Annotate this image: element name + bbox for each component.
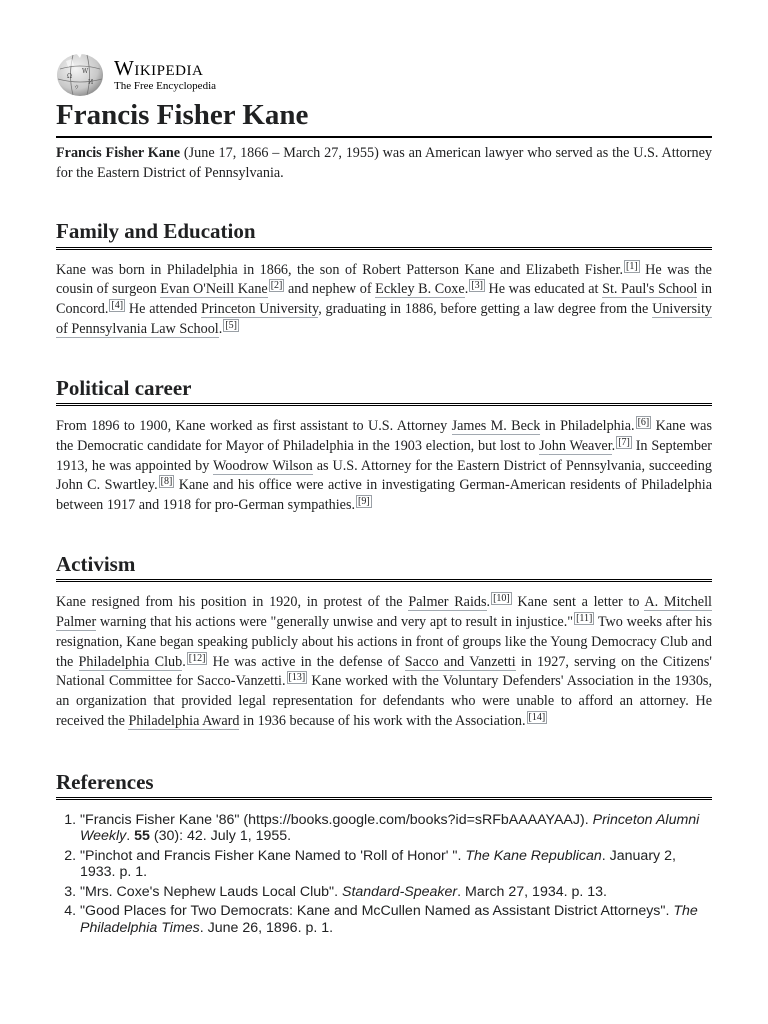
ref-source: Standard-Speaker [341, 883, 458, 900]
text: From 1896 to 1900, Kane worked as first assistant to U.S. Attorney [56, 417, 452, 434]
section-heading-family: Family and Education [56, 219, 712, 249]
link-st-pauls-school[interactable]: St. Paul's School [602, 281, 698, 298]
ref-link-9[interactable]: [9] [358, 496, 370, 508]
section-family-education [56, 219, 712, 339]
text: Kane sent a letter to [511, 594, 645, 611]
text: . [182, 653, 186, 670]
svg-text:W: W [82, 68, 89, 75]
text: He was educated at [484, 281, 603, 298]
ref-link-12[interactable]: [12] [188, 652, 206, 664]
text: Kane was the Democratic candidate for Mayor of Philadelphia in the 1903 election, but lost to [56, 417, 712, 454]
ref-source: The Philadelphia Times [80, 903, 698, 936]
reference-item [80, 903, 712, 936]
lead-subject: Francis Fisher Kane [56, 144, 181, 161]
ref-link-4[interactable]: [4] [111, 300, 124, 312]
ref-text: . January 2, 1933. p. 1. [80, 847, 676, 881]
link-john-weaver[interactable]: John Weaver [539, 437, 612, 454]
link-upenn-law-school[interactable]: University of Pennsylvania Law School [56, 301, 712, 337]
ref-source: Princeton Alumni Weekly [80, 811, 700, 845]
lead-paragraph [56, 144, 712, 184]
text: . [486, 594, 491, 611]
text: He attended [125, 301, 202, 318]
text: warning that his actions were "generally unwise and very apt to result in injustice." [96, 613, 574, 630]
link-eckley-b-coxe[interactable]: Eckley B. Coxe [375, 281, 465, 298]
text: , graduating in 1886, before getting a law degree from the [318, 301, 653, 318]
link-woodrow-wilson[interactable]: Woodrow Wilson [213, 457, 313, 474]
reference-item [80, 884, 712, 901]
puzzle-globe-icon [56, 53, 104, 97]
brand-title: Wikipedia [114, 56, 204, 80]
text: In September 1913, he was appointed by [56, 437, 712, 474]
svg-text:ウ: ウ [74, 85, 80, 91]
political-paragraph [56, 417, 712, 516]
link-philadelphia-club[interactable]: Philadelphia Club [78, 653, 183, 670]
ref-link-2[interactable]: [2] [270, 280, 283, 292]
section-heading-references: References [56, 770, 712, 800]
link-james-m-beck[interactable]: James M. Beck [451, 417, 541, 434]
page-title: Francis Fisher Kane [56, 98, 712, 138]
ref-volume: 55 [134, 828, 150, 845]
link-palmer-raids[interactable]: Palmer Raids [408, 594, 487, 611]
text: . [464, 281, 469, 298]
ref-link-13[interactable]: [13] [288, 672, 306, 684]
text: Kane worked with the Voluntary Defenders' Association in the 1930s, an organization that provided legal representation for defendants who were unable to afford an attorney. He received the [56, 673, 712, 729]
svg-text:Ω: Ω [67, 73, 72, 80]
text: He was the cousin of surgeon [56, 261, 712, 298]
ref-text[interactable]: "Francis Fisher Kane '86" (https://books.google.com/books?id=sRFbAAAAYAAJ). [80, 811, 593, 828]
section-activism [56, 552, 712, 732]
text: Kane was born in Philadelphia in 1866, the son of Robert Patterson Kane and Elizabeth Fisher. [56, 261, 624, 278]
references-list [56, 812, 712, 937]
lead-text: (June 17, 1866 – March 27, 1955) was an American lawyer who served as the U.S. Attorney for the Eastern District of Pennsylvania. [56, 144, 712, 181]
reference-item [80, 848, 712, 881]
ref-text: . June 26, 1896. p. 1. [199, 919, 334, 936]
text: in 1936 because of his work with the Association. [239, 712, 526, 729]
ref-text: . [126, 828, 135, 845]
svg-text:И: И [88, 79, 94, 86]
section-heading-activism: Activism [56, 552, 712, 582]
ref-link-8[interactable]: [8] [160, 476, 173, 488]
article-page [56, 52, 712, 939]
reference-item [80, 812, 712, 845]
text: He was active in the defense of [207, 653, 405, 670]
activism-paragraph [56, 593, 712, 732]
text: and nephew of [284, 281, 376, 298]
ref-text: "Good Places for Two Democrats: Kane and McCullen Named as Assistant District Attorneys". [80, 903, 674, 920]
wordmark [114, 58, 216, 92]
text: Kane and his office were active in investigating German-American residents of Philadelphia between 1917 and 1918 for pro-German sympathies. [56, 477, 712, 514]
section-heading-political: Political career [56, 376, 712, 406]
text: Kane resigned from his position in 1920, in protest of the [56, 594, 409, 611]
link-sacco-and-vanzetti[interactable]: Sacco and Vanzetti [404, 653, 516, 670]
link-evan-oneill-kane[interactable]: Evan O'Neill Kane [160, 281, 268, 298]
text: in Concord. [56, 281, 712, 318]
ref-link-6[interactable]: [6] [637, 416, 650, 428]
ref-link-5[interactable]: [5] [225, 319, 237, 331]
section-references [56, 770, 712, 937]
ref-link-14[interactable]: [14] [528, 711, 546, 723]
ref-source: The Kane Republican [465, 847, 602, 864]
ref-text: "Pinchot and Francis Fisher Kane Named to 'Roll of Honor' ". [80, 847, 466, 864]
link-a-mitchell-palmer[interactable]: A. Mitchell Palmer [56, 594, 712, 630]
text: in 1927, serving on the Citizens' National Committee for Sacco-Vanzetti. [56, 653, 712, 690]
text: Two weeks after his resignation, Kane began speaking publicly about his actions in front of groups like the Young Democracy Club and the [56, 613, 712, 670]
link-philadelphia-award[interactable]: Philadelphia Award [128, 712, 240, 729]
section-political-career [56, 376, 712, 516]
ref-link-11[interactable]: [11] [576, 612, 593, 624]
ref-text: "Mrs. Coxe's Nephew Lauds Local Club". [80, 883, 342, 900]
ref-text: (30): 42. July 1, 1955. [149, 828, 292, 845]
text: as U.S. Attorney for the Eastern District of Pennsylvania, succeeding John C. Swartley. [56, 457, 712, 494]
text: . [218, 320, 223, 337]
ref-link-7[interactable]: [7] [618, 436, 630, 448]
text: in Philadelphia. [540, 417, 635, 434]
family-paragraph [56, 261, 712, 340]
ref-link-10[interactable]: [10] [493, 593, 510, 605]
brand-tagline: The Free Encyclopedia [114, 80, 217, 92]
ref-link-3[interactable]: [3] [471, 280, 483, 292]
text: . [611, 437, 616, 454]
ref-text: . March 27, 1934. p. 13. [457, 883, 607, 900]
ref-link-1[interactable]: [1] [626, 260, 638, 272]
link-princeton-university[interactable]: Princeton University [201, 301, 319, 318]
wikipedia-logo[interactable] [56, 52, 712, 98]
